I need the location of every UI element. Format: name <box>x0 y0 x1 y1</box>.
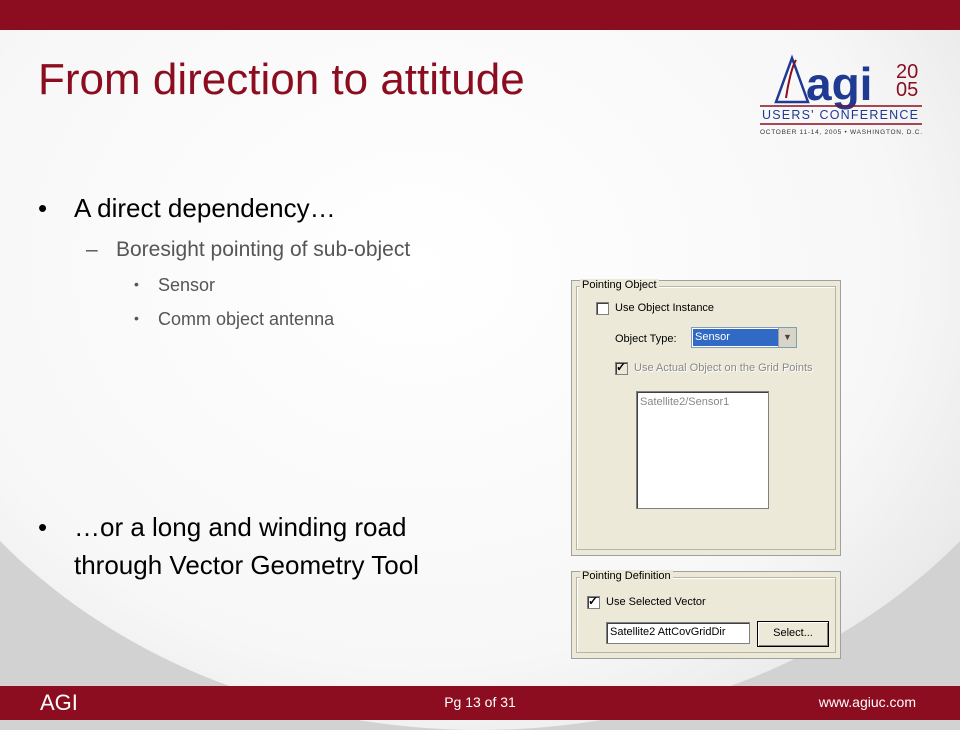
use-selected-vector-label: Use Selected Vector <box>606 596 706 608</box>
pointing-definition-panel <box>571 571 841 659</box>
object-type-value: Sensor <box>693 329 778 346</box>
logo-year-top: 20 <box>896 61 919 83</box>
page-number: Pg 13 of 31 <box>444 694 516 710</box>
list-item[interactable]: Satellite2/Sensor1 <box>640 396 730 408</box>
object-instance-list[interactable] <box>636 391 769 509</box>
pointing-object-panel <box>571 280 841 556</box>
object-type-select[interactable] <box>691 327 797 348</box>
use-object-instance-label: Use Object Instance <box>615 302 715 314</box>
bullet-winding-road <box>38 512 407 543</box>
sub-sub-bullet-text: Comm object antenna <box>158 309 335 329</box>
use-actual-object-checkbox[interactable] <box>615 362 628 375</box>
bullet-marker: • <box>38 512 48 542</box>
chevron-down-icon[interactable]: ▼ <box>778 328 796 347</box>
agi-conference-logo <box>758 54 924 138</box>
bullet-text: …or a long and winding road <box>74 512 407 542</box>
footer-company: AGI <box>40 690 78 715</box>
bullet-direct-dependency <box>38 193 336 224</box>
footer-url[interactable]: www.agiuc.com <box>818 694 916 710</box>
bullet-text: through Vector Geometry Tool <box>74 550 419 580</box>
logo-year-bottom: 05 <box>896 79 919 101</box>
sub-sub-bullet-comm <box>134 309 335 330</box>
pointing-definition-group-label: Pointing Definition <box>582 570 671 582</box>
sub-bullet-boresight <box>86 238 411 262</box>
sub-sub-bullet-sensor <box>134 275 216 296</box>
use-selected-vector-checkbox[interactable] <box>587 596 600 609</box>
use-object-instance-checkbox[interactable] <box>596 302 609 315</box>
bullet-marker: • <box>134 310 139 326</box>
top-bar <box>0 0 960 30</box>
pointing-object-group-label: Pointing Object <box>582 279 657 291</box>
use-actual-object-label: Use Actual Object on the Grid Points <box>634 362 813 374</box>
sub-sub-bullet-text: Sensor <box>158 275 216 295</box>
dash-marker: – <box>86 238 98 261</box>
logo-triangle <box>776 58 808 102</box>
select-button[interactable]: Select... <box>757 621 829 647</box>
logo-line1: USERS' CONFERENCE <box>762 108 918 122</box>
logo-line2: OCTOBER 11-14, 2005 • WASHINGTON, D.C. <box>760 129 922 136</box>
bullet-winding-road-line2 <box>74 550 419 581</box>
bullet-marker: • <box>134 276 139 292</box>
bullet-text: A direct dependency… <box>74 193 336 223</box>
bullet-marker: • <box>38 193 48 223</box>
slide-title: From direction to attitude <box>38 55 525 104</box>
object-type-label: Object Type: <box>615 333 677 345</box>
selected-vector-field[interactable]: Satellite2 AttCovGridDir <box>606 622 750 644</box>
sub-bullet-text: Boresight pointing of sub-object <box>116 238 411 261</box>
logo-brand: agi <box>806 58 873 110</box>
